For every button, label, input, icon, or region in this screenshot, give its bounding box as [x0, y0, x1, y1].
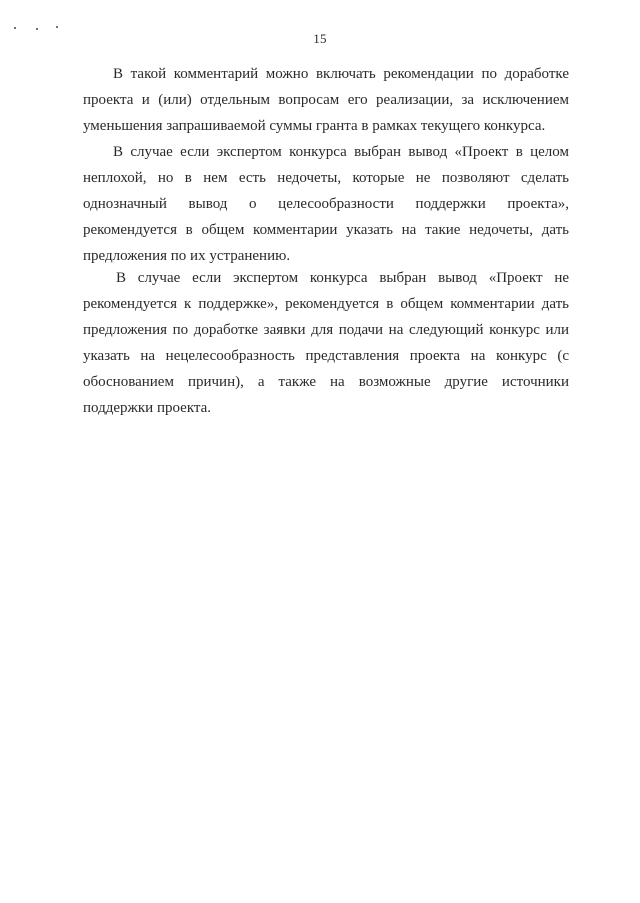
paragraph-line: В такой комментарий можно включать рекомендации по доработке — [113, 66, 569, 82]
paragraph-line: уменьшения запрашиваемой суммы гранта в рамках текущего конкурса. — [83, 118, 546, 134]
paragraph-line: В случае если экспертом конкурса выбран вывод «Проект в целом — [113, 144, 569, 160]
paragraph-line: рекомендуется в общем комментарии указать на такие недочеты, дать — [83, 222, 569, 238]
paragraph-1 — [83, 61, 569, 139]
paragraph-line: однозначный вывод о целесообразности поддержки проекта», — [83, 196, 569, 212]
paragraph-2 — [83, 139, 569, 269]
page-number: 15 — [313, 31, 327, 46]
paragraph-3 — [83, 265, 569, 421]
paragraph-line: поддержки проекта. — [83, 400, 212, 416]
paragraph-line: неплохой, но в нем есть недочеты, которые не позволяют сделать — [83, 170, 569, 186]
scan-artifact-dots — [14, 21, 74, 31]
paragraph-line: обоснованием причин), а также на возможные другие источники — [83, 374, 569, 390]
paragraph-line: указать на нецелесообразность представления проекта на конкурс (с — [83, 348, 569, 364]
paragraph-line: рекомендуется к поддержке», рекомендуется в общем комментарии дать — [83, 296, 569, 312]
paragraph-line: предложения по их устранению. — [83, 248, 291, 264]
paragraph-line: предложения по доработке заявки для подачи на следующий конкурс или — [83, 322, 569, 338]
paragraph-line: В случае если экспертом конкурса выбран вывод «Проект не — [116, 270, 569, 286]
paragraph-line: проекта и (или) отдельным вопросам его реализации, за исключением — [83, 92, 569, 108]
